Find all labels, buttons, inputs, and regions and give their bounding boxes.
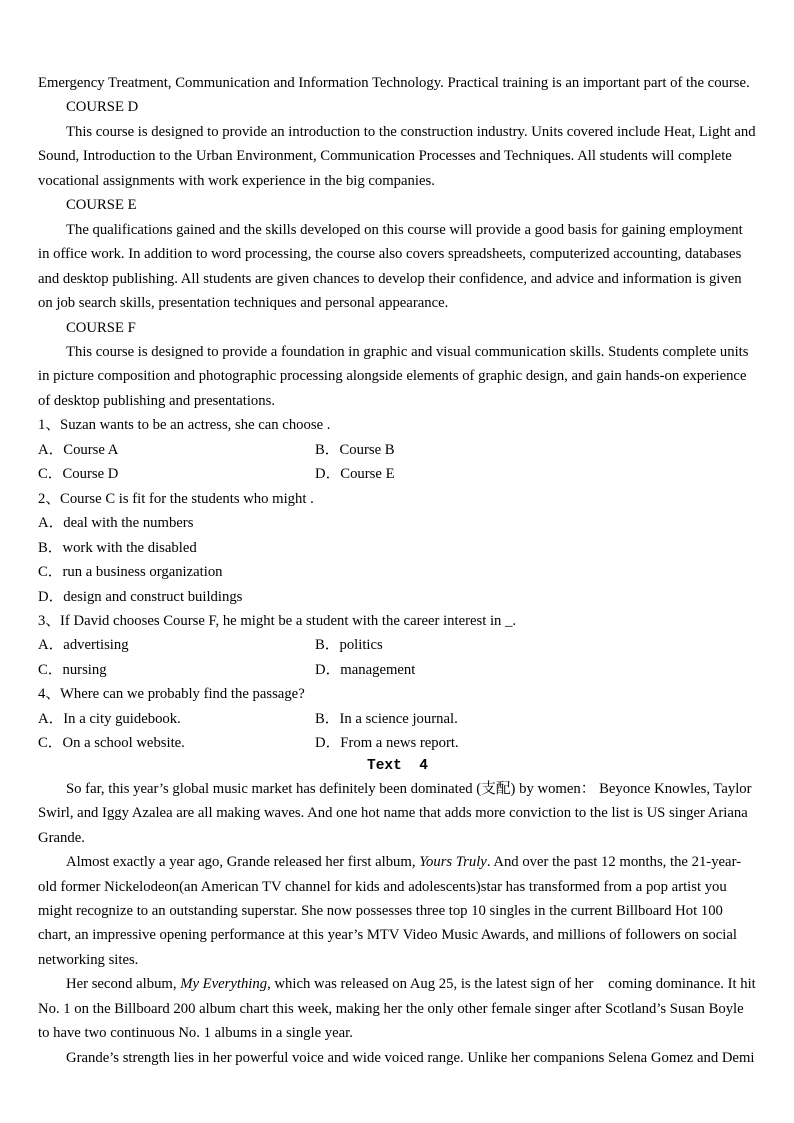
question-1-option-d: D．Course E [315, 466, 395, 483]
album-title-yours-truly: Yours Truly [419, 854, 487, 871]
question-4-option-row-1 [38, 707, 757, 731]
question-1-option-a: A．Course A [38, 441, 119, 458]
course-f-heading: COURSE F [66, 319, 136, 336]
question-4-option-a: A．In a city guidebook. [38, 710, 181, 727]
question-3-option-c: C．nursing [38, 661, 107, 678]
question-3-option-row-1 [38, 633, 757, 657]
question-2-stem: 2、Course C is fit for the students who might . [38, 490, 314, 507]
text4-paragraph-2-pre: Almost exactly a year ago, Grande released her first album, [66, 854, 420, 871]
course-d-body: This course is designed to provide an introduction to the construction industry. Units covered include Heat, Light and Sound, Introduction to the Urban Environment, Communication Processes and Techniques. All students will complete vocational assignments with work experience in the big companies. [38, 123, 760, 189]
question-1-stem: 1、Suzan wants to be an actress, she can choose . [38, 417, 331, 434]
question-1-option-c: C．Course D [38, 466, 119, 483]
continuation-paragraph: Emergency Treatment, Communication and Information Technology. Practical training is an important part of the course. [38, 75, 750, 91]
course-e-body: The qualifications gained and the skills developed on this course will provide a good basis for gaining employment in office work. In addition to word processing, the course also covers spreadsheets, computerized accounting, databases and desktop publishing. All students are given chances to develop their confidence, and advice and information is given on job search skills, presentation techniques and personal appearance. [38, 221, 747, 312]
question-1-option-row-1 [38, 438, 757, 462]
text4-paragraph-4: Grande’s strength lies in her powerful voice and wide voiced range. Unlike her companions Selena Gomez and Demi [66, 1049, 755, 1066]
text4-paragraph-2 [38, 850, 757, 972]
question-2-option-d: D．design and construct buildings [38, 588, 243, 605]
question-4-option-b: B．In a science journal. [315, 710, 458, 727]
question-3-option-d: D．management [315, 661, 416, 678]
text4-paragraph-3 [38, 972, 760, 1045]
question-4-option-row-2 [38, 731, 757, 755]
question-3-option-row-2 [38, 658, 757, 682]
question-3-option-b: B．politics [315, 637, 383, 654]
question-3-option-a: A．advertising [38, 637, 129, 654]
question-2-option-b: B．work with the disabled [38, 539, 197, 556]
text4-paragraph-2-post: . And over the past 12 months, the 21-year-old former Nickelodeon(an American TV channel for kids and adolescents)star has transformed from a pop artist you might recognize to an outstanding superstar. She now possesses three top 10 singles in the current Billboard Hot 100 chart, an impressive opening performance at this year’s MTV Video Music Awards, and millions of followers on social networking sites. [38, 854, 742, 968]
course-e-heading: COURSE E [66, 197, 137, 214]
text4-paragraph-1: So far, this year’s global music market has definitely been dominated (支配) by women： Beyonce Knowles, Taylor Swirl, and Iggy Azalea are all making waves. And one hot name that adds more conviction to the list is US singer Ariana Grande. [38, 780, 756, 846]
question-1-option-row-2 [38, 462, 757, 486]
question-4-option-c: C．On a school website. [38, 735, 185, 752]
album-title-my-everything: My Everything [180, 976, 268, 993]
course-d-heading: COURSE D [66, 99, 139, 116]
course-f-body: This course is designed to provide a foundation in graphic and visual communication skills. Students complete units in picture composition and photographic processing alongside elements of graphic design, and gain hands-on experience of desktop publishing and presentations. [38, 343, 753, 409]
question-1-option-b: B．Course B [315, 441, 395, 458]
question-2-option-a: A．deal with the numbers [38, 515, 194, 532]
question-2-option-c: C．run a business organization [38, 564, 223, 581]
question-4-option-d: D．From a news report. [315, 735, 459, 752]
text4-heading: Text 4 [367, 757, 428, 774]
text4-paragraph-3-post: , which was released on Aug 25, is the latest sign of her coming dominance. It hit No. 1 on the Billboard 200 album chart this week, making her the only other female singer after Scotland’s Susan Boyle to have two continuous No. 1 albums in a single year. [38, 976, 760, 1042]
question-3-stem: 3、If David chooses Course F, he might be a student with the career interest in _. [38, 612, 517, 629]
text4-paragraph-3-pre: Her second album, [66, 976, 181, 993]
question-4-stem: 4、Where can we probably find the passage? [38, 686, 305, 703]
